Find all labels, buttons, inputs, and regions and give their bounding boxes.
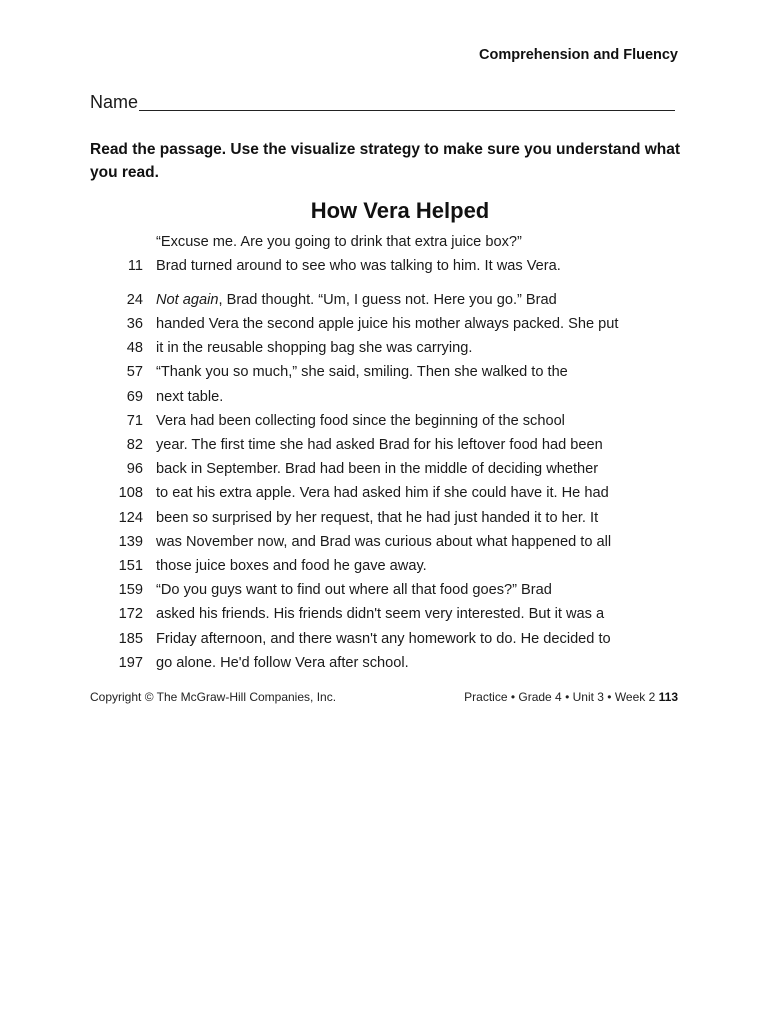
line-text: next table. <box>156 388 224 405</box>
passage-line <box>90 578 690 602</box>
passage <box>90 230 690 675</box>
word-count: 71 <box>126 412 143 429</box>
word-count: 48 <box>126 340 143 357</box>
copyright-notice: Copyright © The McGraw-Hill Companies, Inc. <box>90 690 337 704</box>
line-text: it in the reusable shopping bag she was carrying. <box>156 340 473 357</box>
passage-line <box>90 530 690 554</box>
passage-line <box>90 336 690 360</box>
passage-line <box>90 385 690 409</box>
page-number: 113 <box>658 690 678 704</box>
passage-title: How Vera Helped <box>310 198 490 223</box>
passage-line <box>90 312 690 336</box>
passage-line <box>90 651 690 675</box>
line-text: “Do you guys want to find out where all that food goes?” Brad <box>156 582 552 599</box>
passage-line <box>90 409 690 433</box>
word-count: 151 <box>118 557 143 574</box>
word-count: 69 <box>126 388 143 405</box>
word-count: 124 <box>118 509 143 526</box>
practice-label: Practice • Grade 4 • Unit 3 • Week 2 <box>464 690 656 704</box>
line-text: Vera had been collecting food since the beginning of the school <box>156 412 565 429</box>
word-count <box>90 230 143 254</box>
passage-line <box>90 627 690 651</box>
passage-line <box>90 481 690 505</box>
line-text: to eat his extra apple. Vera had asked him if she could have it. He had <box>156 485 609 502</box>
line-text: handed Vera the second apple juice his mother always packed. She put <box>156 316 619 333</box>
word-count: 197 <box>118 654 143 671</box>
word-count: 159 <box>118 582 143 599</box>
word-count: 24 <box>126 291 143 308</box>
practice-info <box>464 690 678 704</box>
word-count: 57 <box>126 364 143 381</box>
passage-line <box>90 506 690 530</box>
name-label: Name <box>90 92 139 112</box>
word-count: 108 <box>118 485 143 502</box>
passage-line <box>90 433 690 457</box>
passage-line <box>90 288 690 312</box>
word-count: 172 <box>118 606 143 623</box>
line-text: “Thank you so much,” she said, smiling. Then she walked to the <box>156 364 568 381</box>
line-text: been so surprised by her request, that he had just handed it to her. It <box>156 509 599 526</box>
line-text: go alone. He'd follow Vera after school. <box>156 654 409 671</box>
line-text: back in September. Brad had been in the middle of deciding whether <box>156 461 599 478</box>
line-text: Friday afternoon, and there wasn't any homework to do. He decided to <box>156 630 611 647</box>
word-count: 139 <box>118 533 143 550</box>
name-blank-line <box>139 91 675 111</box>
passage-line <box>90 254 690 278</box>
instructions: Read the passage. Use the visualize strategy to make sure you understand what you read. <box>90 141 681 181</box>
line-text: asked his friends. His friends didn't seem very interested. But it was a <box>156 606 605 623</box>
line-text: Brad turned around to see who was talking to him. It was Vera. <box>156 258 561 275</box>
italic-text: Not again <box>156 291 219 308</box>
passage-line <box>90 230 690 254</box>
word-count: 185 <box>118 630 143 647</box>
passage-line <box>90 457 690 481</box>
passage-line <box>90 360 690 384</box>
line-text: Not again, Brad thought. “Um, I guess not. Here you go.” Brad <box>156 291 557 308</box>
word-count: 96 <box>126 461 143 478</box>
name-field <box>90 91 675 113</box>
passage-line <box>90 602 690 626</box>
line-text: was November now, and Brad was curious about what happened to all <box>156 533 612 550</box>
section-label: Comprehension and Fluency <box>479 47 678 63</box>
line-text: “Excuse me. Are you going to drink that extra juice box?” <box>156 234 522 250</box>
line-text: those juice boxes and food he gave away. <box>156 557 427 574</box>
word-count: 82 <box>126 437 143 453</box>
line-text: year. The first time she had asked Brad for his leftover food had been <box>156 437 603 453</box>
word-count: 36 <box>126 316 143 333</box>
word-count: 11 <box>127 258 143 275</box>
passage-line <box>90 554 690 578</box>
